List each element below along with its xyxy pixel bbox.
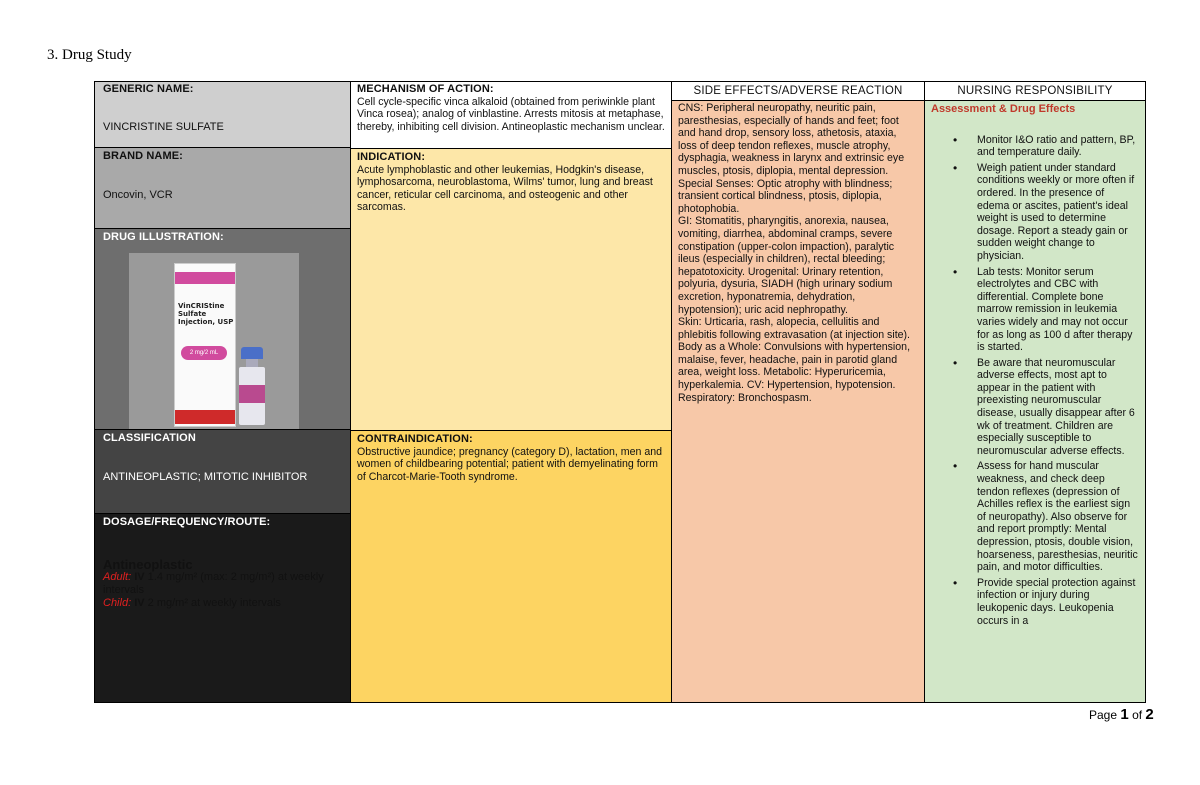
dosage-adult: Adult: IV 1.4 mg/m² (max: 2 mg/m²) at weekly intervals (103, 571, 324, 597)
nursing-body (925, 101, 1145, 702)
page-heading: 3. Drug Study (47, 47, 132, 63)
vial-image (239, 347, 265, 425)
classification-label: CLASSIFICATION (103, 432, 196, 444)
drug-illustration-label: DRUG ILLUSTRATION: (103, 231, 224, 243)
box-brand-text: VinCRIStine Sulfate Injection, USP (178, 302, 234, 326)
nursing-list (931, 134, 1139, 628)
side-effects-gi: GI: Stomatitis, pharyngitis, anorexia, nausea, vomiting, diarrhea, abdominal cramps, severe constipation (upper-colon impaction), paralytic ileus (especially in children), rectal bleeding; hepatotoxicity. Urogenital: Urinary retention, polyuria, dysuria, SIADH (high urinary sodium excretion, hyponatremia, dehydration, hypotension); uric acid nephropathy. (678, 215, 895, 316)
box-dose-pill: 2 mg/2 mL (181, 346, 227, 360)
dosage-subhead: Antineoplastic (103, 556, 193, 572)
list-item: • Monitor I&O ratio and pattern, BP, and temperature daily. (977, 134, 1139, 159)
side-effects-header: SIDE EFFECTS/ADVERSE REACTION (672, 82, 925, 101)
list-item: • Lab tests: Monitor serum electrolytes and CBC with differential. Complete bone marrow remission in leukemia varies widely and may not occur for as long as 100 d after therapy is started. (977, 266, 1139, 354)
box-warning-band (175, 410, 235, 424)
list-item: • Provide special protection against infection or injury during leukopenic days. Leukopenia occurs in a (977, 577, 1139, 627)
page-number: Page 1 of 2 (1089, 706, 1154, 723)
drug-study-table (94, 81, 1146, 703)
mechanism-cell (350, 82, 672, 148)
side-effects-body-whole: Body as a Whole: Convulsions with hypertension, malaise, fever, headache, pain in parotid gland area, weight loss. Metabolic: Hyperuricemia, hyperkalemia. CV: Hypertension, hypotension. Respiratory: Bronchospasm. (678, 341, 911, 404)
indication-value: Acute lymphoblastic and other leukemias, Hodgkin's disease, lymphosarcoma, neuroblastoma, Wilms' tumor, lung and breast cancer, reticular cell carcinoma, and osteogenic and other sarcomas. (357, 163, 653, 214)
mechanism-label: MECHANISM OF ACTION: (357, 83, 494, 95)
drug-box-image (174, 263, 236, 427)
list-item: • Weigh patient under standard conditions weekly or more often if ordered. In the presence of edema or ascites, patient's ideal weight is used to determine dosage. Report a steady gain or sudden weight change to physician. (977, 162, 1139, 263)
brand-name-cell (95, 148, 350, 229)
brand-name-value: Oncovin, VCR (103, 188, 173, 201)
side-effects-cns: CNS: Peripheral neuropathy, neuritic pain, paresthesias, especially of hands and feet; foot and hand drop, sensory loss, athetosis, ataxia, loss of deep tendon reflexes, muscle atrophy, dysphagia, weakness in larynx and extrinsic eye muscles, ptosis, diplopia, mental depression. (678, 102, 905, 177)
generic-name-label: GENERIC NAME: (103, 83, 194, 95)
list-item: • Assess for hand muscular weakness, and check deep tendon reflexes (depression of Achilles reflex is the earliest sign of neuropathy). Also observe for and report promptly: Mental depression, ptosis, double vision, hoarseness, paresthesias, neuritic pain, and motor difficulties. (977, 460, 1139, 573)
generic-name-value: VINCRISTINE SULFATE (103, 120, 224, 133)
classification-value: ANTINEOPLASTIC; MITOTIC INHIBITOR (103, 470, 308, 483)
nursing-header: NURSING RESPONSIBILITY (925, 82, 1145, 101)
classification-cell (95, 430, 350, 514)
side-effects-skin: Skin: Urticaria, rash, alopecia, cellulitis and phlebitis following extravasation (at injection site). (678, 316, 911, 341)
brand-name-label: BRAND NAME: (103, 150, 183, 162)
indication-label: INDICATION: (357, 151, 426, 163)
contraindication-label: CONTRAINDICATION: (357, 433, 473, 445)
contraindication-value: Obstructive jaundice; pregnancy (category D), lactation, men and women of childbearing potential; patient with demyelinating form of Charcot-Marie-Tooth syndrome. (357, 445, 663, 483)
box-stripe (175, 272, 235, 284)
side-effects-special-senses: Special Senses: Optic atrophy with blindness; transient cortical blindness, ptosis, diplopia, photophobia. (678, 177, 893, 215)
generic-name-cell (95, 82, 350, 148)
drug-image (129, 253, 299, 429)
dosage-cell (95, 514, 350, 702)
dosage-child: Child: IV 2 mg/m² at weekly intervals (103, 597, 281, 610)
drug-illustration-cell (95, 229, 350, 430)
indication-cell (350, 148, 672, 430)
nursing-subhead: Assessment & Drug Effects (931, 103, 1076, 115)
mechanism-value: Cell cycle-specific vinca alkaloid (obtained from periwinkle plant Vinca rosea); analog of vinblastine. Arrests mitosis at metaphase, thereby, inhibiting cell division. Antineoplastic mechanism unclear. (357, 95, 665, 133)
dosage-label: DOSAGE/FREQUENCY/ROUTE: (103, 516, 271, 528)
contraindication-cell (350, 430, 672, 702)
side-effects-body (672, 101, 925, 702)
list-item: • Be aware that neuromuscular adverse effects, most apt to appear in the patient with preexisting neuromuscular disease, usually disappear after 6 wk of treatment. Children are especially susceptible to neuromuscular adverse effects. (977, 357, 1139, 458)
